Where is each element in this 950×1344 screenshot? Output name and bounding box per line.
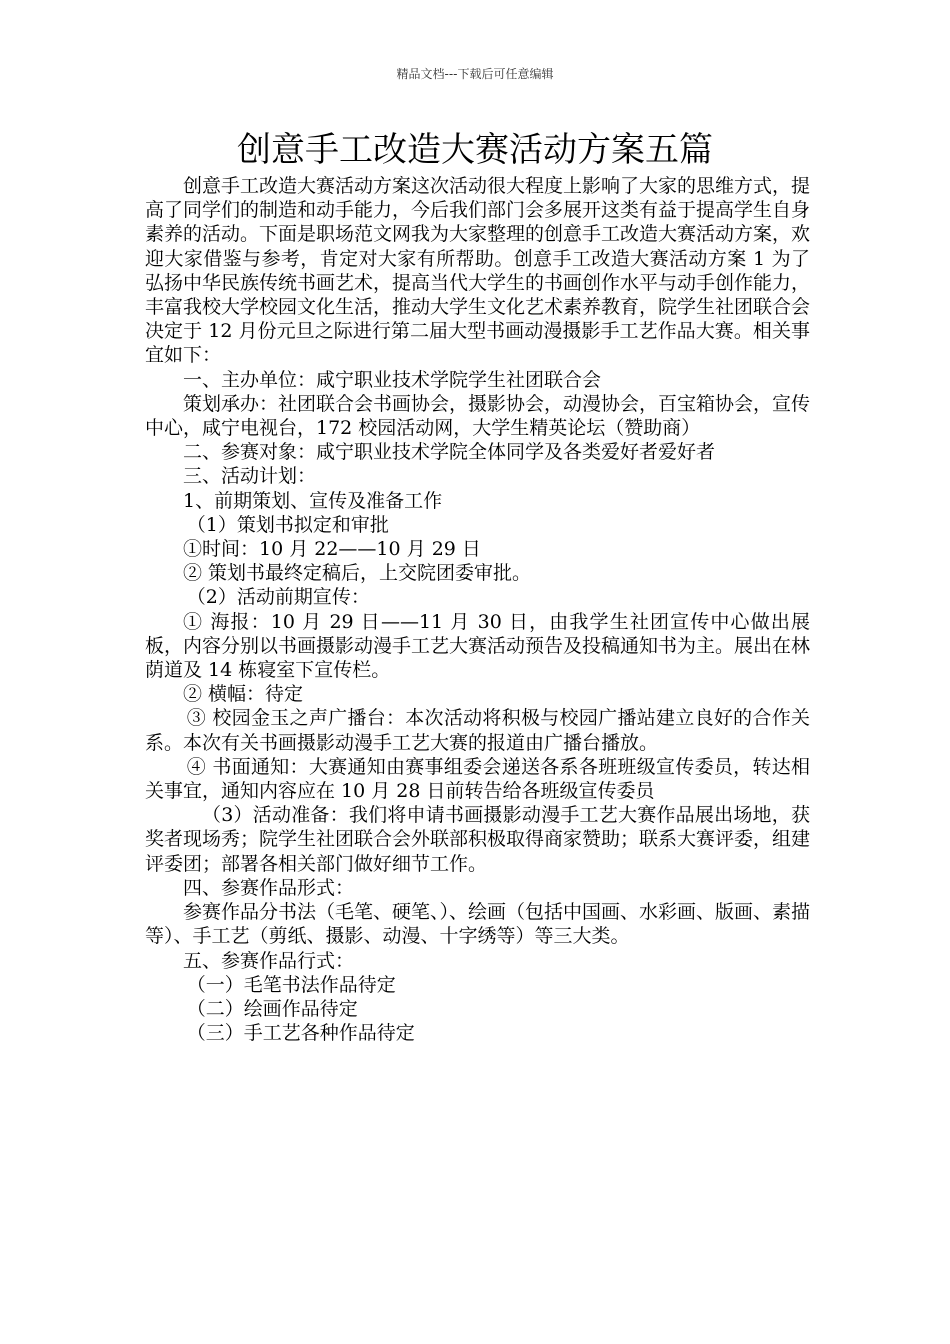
intro-paragraph: 创意手工改造大赛活动方案这次活动很大程度上影响了大家的思维方式，提高了同学们的制造和动手能力，今后我们部门会多展开这类有益于提高学生自身素养的活动。下面是职场范文网我为大家整理的创意手工改造大赛活动方案，欢迎大家借鉴与参考，肯定对大家有所帮助。创意手工改造大赛活动方案 1 为了弘扬中华民族传统书画艺术，提高当代大学生的书画创作水平与动手创作能力，丰富我校大学校园文化生活，推动大学生文化艺术素养教育，院学生社团联合会决定于 12 月份元旦之际进行第二届大型书画动漫摄影手工艺作品大赛。相关事宜如下： bbox=[145, 175, 811, 367]
document-title: 创意手工改造大赛活动方案五篇 bbox=[237, 130, 713, 170]
item-publicity: （2）活动前期宣传： bbox=[186, 586, 370, 609]
item-painting: （二）绘画作品待定 bbox=[186, 997, 358, 1020]
item-event-preparation: （3）活动准备：我们将申请书画摄影动漫手工艺大赛作品展出场地，获奖者现场秀；院学生社团联合会外联部积极取得商家赞助；联系大赛评委，组建评委团；部署各相关部门做好细节工作。 bbox=[145, 804, 811, 875]
item-written-notice: ④ 书面通知：大赛通知由赛事组委会递送各系各班班级宣传委员，转达相关事宜，通知内容应在 10 月 28 日前转告给各班级宣传委员 bbox=[145, 755, 810, 803]
item-calligraphy: （一）毛笔书法作品待定 bbox=[186, 973, 396, 996]
item-submit-approval: ② 策划书最终定稿后，上交院团委审批。 bbox=[183, 562, 532, 585]
paragraph-co-organizers: 策划承办：社团联合会书画协会，摄影协会，动漫协会，百宝箱协会，宣传中心，咸宁电视台，172 校园活动网，大学生精英论坛（赞助商） bbox=[145, 392, 811, 440]
section-participants: 二、参赛对象：咸宁职业技术学院全体同学及各类爱好者爱好者 bbox=[183, 441, 716, 464]
section-entry-forms: 四、参赛作品形式： bbox=[183, 876, 355, 899]
subsection-preparation: 1、前期策划、宣传及准备工作 bbox=[183, 489, 443, 512]
item-radio: ③ 校园金玉之声广播台：本次活动将积极与校园广播站建立良好的合作关系。本次有关书画摄影动漫手工艺大赛的报道由广播台播放。 bbox=[145, 707, 810, 754]
document-body bbox=[145, 174, 810, 1045]
section-organizer: 一、主办单位：咸宁职业技术学院学生社团联合会 bbox=[183, 368, 602, 391]
page-header: 精品文档---下载后可任意编辑 bbox=[396, 67, 554, 81]
item-planning-approval: （1）策划书拟定和审批 bbox=[186, 513, 389, 536]
item-time: ①时间：10 月 22——10 月 29 日 bbox=[183, 538, 481, 561]
paragraph-entry-categories: 参赛作品分书法（毛笔、硬笔、）、绘画（包括中国画、水彩画、版画、素描等）、手工艺（剪纸、摄影、动漫、十字绣等）等三大类。 bbox=[145, 901, 811, 948]
item-handicraft: （三）手工艺各种作品待定 bbox=[186, 1022, 415, 1045]
item-banner: ② 横幅：待定 bbox=[183, 683, 304, 706]
item-poster: ① 海报：10 月 29 日——11 月 30 日，由我学生社团宣传中心做出展板，内容分别以书画摄影动漫手工艺大赛活动预告及投稿通知书为主。展出在林荫道及 14 栋寝室下宣传栏。 bbox=[145, 610, 811, 682]
section-activity-plan: 三、活动计划： bbox=[183, 465, 317, 488]
section-entry-formats: 五、参赛作品行式： bbox=[183, 949, 355, 972]
